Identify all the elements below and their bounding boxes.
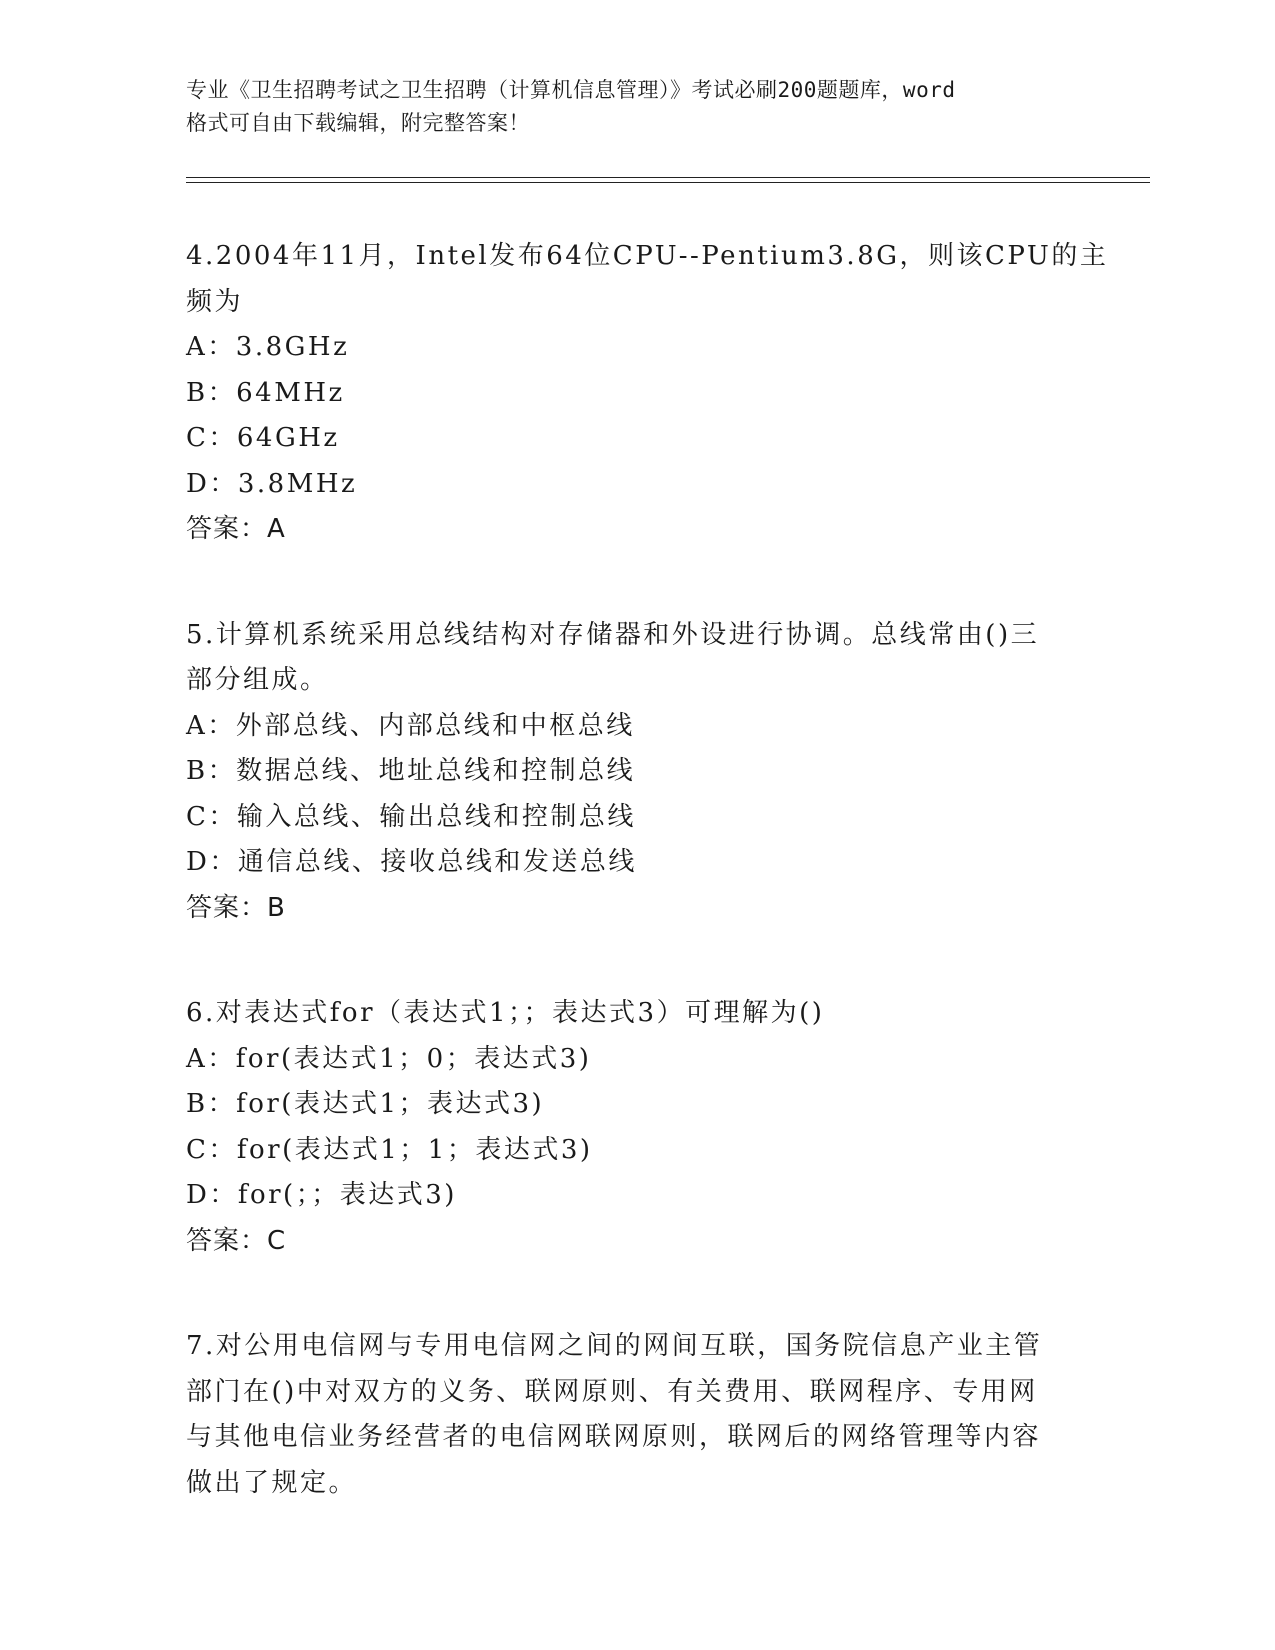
question-stem: 与其他电信业务经营者的电信网联网原则，联网后的网络管理等内容 bbox=[186, 1422, 1042, 1452]
option-d: D：for(；；表达式3) bbox=[186, 1180, 457, 1210]
option-b: B：for(表达式1；表达式3) bbox=[186, 1089, 545, 1119]
question-stem: 4.2004年11月，Intel发布64位CPU--Pentium3.8G，则该CPU的主 bbox=[186, 241, 1109, 271]
question-4 bbox=[186, 234, 1109, 553]
header-divider-bottom bbox=[186, 182, 1150, 183]
option-d: D：通信总线、接收总线和发送总线 bbox=[186, 847, 637, 877]
question-5 bbox=[186, 613, 1066, 932]
option-b: B：数据总线、地址总线和控制总线 bbox=[186, 756, 636, 786]
option-a: A：3.8GHz bbox=[186, 332, 350, 362]
document-header bbox=[186, 74, 1086, 140]
option-c: C：输入总线、输出总线和控制总线 bbox=[186, 801, 636, 832]
header-line: 格式可自由下载编辑，附完整答案！ bbox=[186, 111, 530, 135]
question-6 bbox=[186, 991, 1066, 1264]
question-stem: 做出了规定。 bbox=[186, 1467, 358, 1498]
question-7 bbox=[186, 1324, 1066, 1506]
question-stem: 7.对公用电信网与专用电信网之间的网间互联，国务院信息产业主管 bbox=[186, 1331, 1043, 1361]
header-divider-top bbox=[186, 177, 1150, 178]
question-list bbox=[186, 234, 1109, 1566]
question-stem: 5.计算机系统采用总线结构对存储器和外设进行协调。总线常由()三 bbox=[186, 619, 1040, 650]
header-line: 专业《卫生招聘考试之卫生招聘（计算机信息管理）》考试必刷200题题库，word bbox=[186, 78, 956, 102]
question-stem: 频为 bbox=[186, 286, 244, 317]
question-stem: 部分组成。 bbox=[186, 665, 329, 695]
option-b: B：64MHz bbox=[186, 377, 345, 408]
question-stem: 部门在()中对双方的义务、联网原则、有关费用、联网程序、专用网 bbox=[186, 1376, 1038, 1407]
answer-line: 答案：B bbox=[186, 892, 286, 923]
question-stem: 6.对表达式for（表达式1；；表达式3）可理解为() bbox=[186, 998, 825, 1028]
option-c: C：for(表达式1；1；表达式3) bbox=[186, 1134, 593, 1165]
option-a: A：外部总线、内部总线和中枢总线 bbox=[186, 710, 635, 741]
answer-line: 答案：A bbox=[186, 514, 286, 544]
option-c: C：64GHz bbox=[186, 423, 340, 453]
option-d: D：3.8MHz bbox=[186, 468, 358, 499]
answer-line: 答案：C bbox=[186, 1225, 287, 1256]
option-a: A：for(表达式1；0；表达式3) bbox=[186, 1043, 592, 1074]
